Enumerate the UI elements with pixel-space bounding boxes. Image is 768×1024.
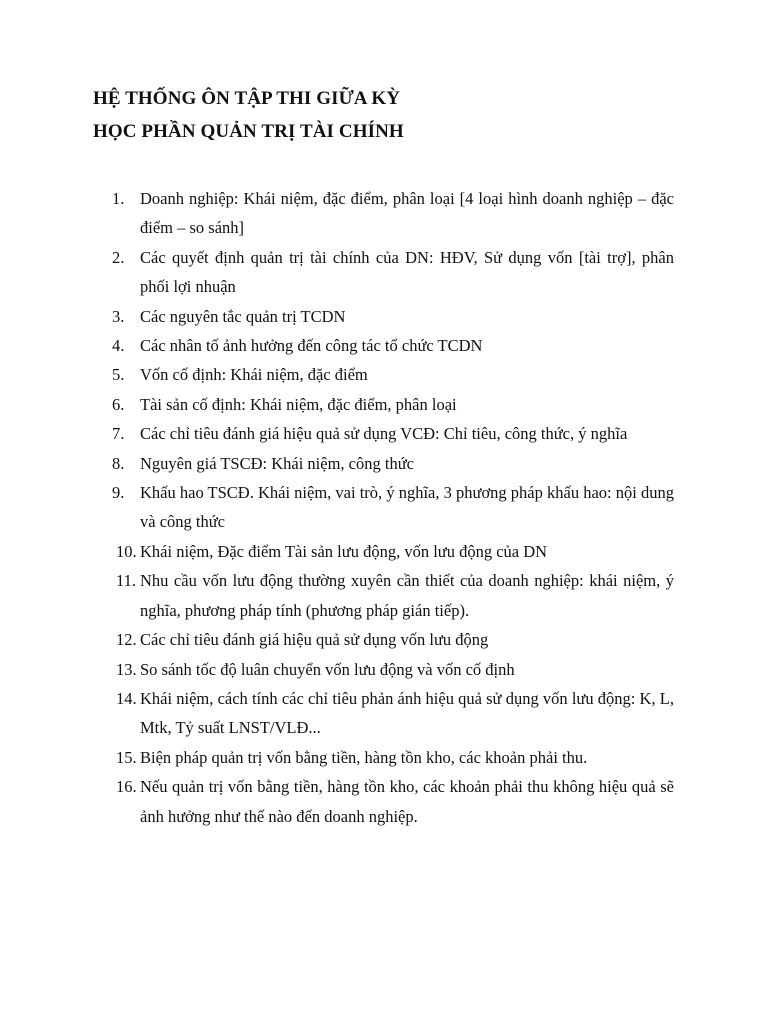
list-item: [112, 772, 674, 831]
item-number: 12.: [116, 630, 137, 650]
list-item: [112, 390, 674, 419]
item-text: Khấu hao TSCĐ. Khái niệm, vai trò, ý nghĩa, 3 phương pháp khấu hao: nội dung và công thức: [140, 483, 674, 532]
list-item: [112, 743, 674, 772]
item-text: Doanh nghiệp: Khái niệm, đặc điểm, phân loại [4 loại hình doanh nghiệp – đặc điểm – so sánh]: [140, 189, 674, 238]
document-title-line-1: HỆ THỐNG ÔN TẬP THI GIỮA KỲ: [93, 88, 401, 109]
list-item: [112, 478, 674, 537]
item-number: 14.: [116, 688, 137, 708]
document-title-line-2: HỌC PHẦN QUẢN TRỊ TÀI CHÍNH: [93, 121, 404, 142]
item-text: Nguyên giá TSCĐ: Khái niệm, công thức: [140, 453, 414, 473]
item-text: Nhu cầu vốn lưu động thường xuyên cần thiết của doanh nghiệp: khái niệm, ý nghĩa, phương pháp tính (phương pháp gián tiếp).: [140, 571, 674, 620]
item-number: 15.: [116, 747, 137, 767]
item-number: 16.: [116, 777, 137, 797]
list-item: [112, 625, 674, 654]
item-number: 11.: [116, 571, 137, 591]
item-number: 8.: [112, 453, 125, 473]
item-number: 10.: [116, 541, 137, 561]
item-text: Khái niệm, Đặc điểm Tài sản lưu động, vốn lưu động của DN: [140, 541, 548, 561]
item-text: Biện pháp quản trị vốn bằng tiền, hàng tồn kho, các khoản phải thu.: [140, 747, 588, 767]
list-item: [112, 537, 674, 566]
item-number: 2.: [112, 247, 125, 267]
item-text: Khái niệm, cách tính các chỉ tiêu phản ánh hiệu quả sử dụng vốn lưu động: K, L, Mtk, Tỷ suất LNST/VLĐ...: [140, 688, 674, 738]
item-text: Vốn cố định: Khái niệm, đặc điểm: [140, 365, 368, 385]
item-number: 6.: [112, 394, 125, 414]
item-number: 9.: [112, 483, 125, 503]
item-number: 4.: [112, 336, 125, 356]
item-number: 7.: [112, 424, 125, 444]
list-item: [112, 566, 674, 625]
item-number: 1.: [112, 189, 125, 208]
list-item: [112, 655, 674, 684]
list-item: [112, 360, 674, 389]
list-item: [112, 184, 674, 243]
list-item: [112, 243, 674, 302]
list-item: [112, 449, 674, 478]
item-text: So sánh tốc độ luân chuyển vốn lưu động và vốn cố định: [140, 659, 515, 679]
item-text: Các quyết định quản trị tài chính của DN: HĐV, Sử dụng vốn [tài trợ], phân phối lợi nhuận: [140, 247, 674, 297]
item-number: 13.: [116, 659, 137, 679]
item-text: Các chỉ tiêu đánh giá hiệu quả sử dụng vốn lưu động: [140, 630, 489, 650]
item-number: 3.: [112, 306, 125, 326]
list-item: [112, 302, 674, 331]
item-number: 5.: [112, 365, 125, 385]
list-item: [112, 331, 674, 360]
item-text: Các chỉ tiêu đánh giá hiệu quả sử dụng VCĐ: Chỉ tiêu, công thức, ý nghĩa: [140, 424, 628, 444]
item-text: Các nhân tố ảnh hưởng đến công tác tổ chức TCDN: [140, 336, 483, 356]
list-item: [112, 684, 674, 743]
item-text: Tài sản cố định: Khái niệm, đặc điểm, phân loại: [140, 394, 457, 414]
item-text: Nếu quản trị vốn bằng tiền, hàng tồn kho, các khoản phải thu không hiệu quả sẽ ảnh hưởng như thế nào đến doanh nghiệp.: [140, 777, 674, 826]
list-item: [112, 419, 674, 448]
item-text: Các nguyên tắc quản trị TCDN: [140, 306, 346, 326]
review-topic-list: [112, 184, 674, 831]
